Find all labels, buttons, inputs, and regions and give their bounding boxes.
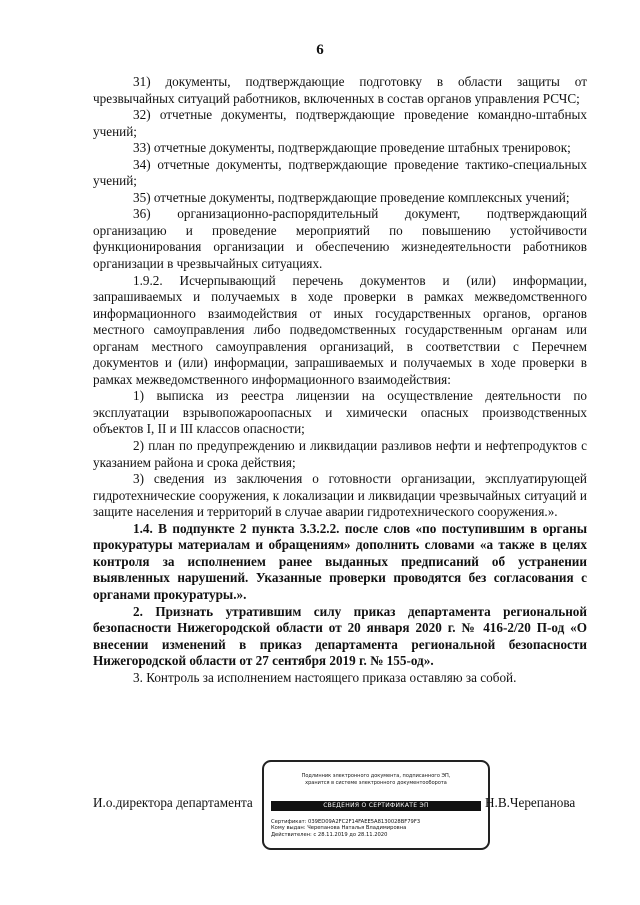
page-number: 6: [316, 42, 324, 58]
paragraph-item-34: 34) отчетные документы, подтверждающие проведение тактико-специальных учений;: [93, 156, 587, 189]
stamp-title: СВЕДЕНИЯ О СЕРТИФИКАТЕ ЭП: [271, 801, 481, 811]
stamp-valid: Действителен: с 28.11.2019 до 28.11.2020: [271, 831, 388, 838]
stamp-issued-to: Кому выдан: Черепанова Наталья Владимировна: [271, 825, 407, 832]
paragraph-item-33: 33) отчетные документы, подтверждающие проведение штабных тренировок;: [133, 140, 571, 156]
paragraph-item-36: 36) организационно-распорядительный документ, подтверждающий организацию и проведение мероприятий по повышению устойчивости функционирования организации и обеспечению жизнедеятельности работников организации в чрезвычайных ситуациях.: [93, 206, 587, 272]
stamp-certificate: Сертификат: 039ED09A2FC2F14FAEE5A8130028BF79F3: [271, 819, 421, 825]
paragraph-3: 3. Контроль за исполнением настоящего приказа оставляю за собой.: [133, 669, 517, 685]
paragraph-1-9-2: 1.9.2. Исчерпывающий перечень документов и (или) информации, запрашиваемых и получаемых в ходе проверки в рамках межведомственного информационного взаимодействия от иных государственных органов, органов местного самоуправления либо подведомственных государственным органам или органам местного самоуправления организаций, в соответствии с Перечнем документов и (или) информации, запрашиваемых и получаемых в ходе проверки в рамках межведомственного информационного взаимодействия:: [93, 272, 587, 387]
signatory-name: Н.В.Черепанова: [485, 795, 576, 810]
stamp-note: [264, 773, 488, 787]
paragraph-item-32: 32) отчетные документы, подтверждающие проведение командно-штабных учений;: [93, 107, 587, 139]
paragraph-list-item-2: 2) план по предупреждению и ликвидации разливов нефти и нефтепродуктов с указанием района и срока действия;: [93, 438, 587, 470]
document-body: [93, 74, 587, 686]
signatory-position: И.о.директора департамента: [93, 795, 253, 810]
paragraph-list-item-1: 1) выписка из реестра лицензии на осуществление деятельности по эксплуатации взрывопожароопасных и химически опасных производственных объектов I, II и III классов опасности;: [93, 388, 587, 437]
electronic-signature-stamp: [262, 760, 490, 850]
paragraph-list-item-3: 3) сведения из заключения о готовности организации, эксплуатирующей гидротехнические сооружения, к локализации и ликвидации чрезвычайных ситуаций и защите населения и территорий в случае аварии гидротехнического сооружения.».: [93, 471, 587, 520]
paragraph-1-4: 1.4. В подпункте 2 пункта 3.3.2.2. после слов «по поступившим в органы прокуратуры материалам и обращениям» дополнить словами «а также в целях контроля за исполнением ранее выданных предписаний об устранении выявленных нарушений. Указанные проверки проводятся без согласования с органами прокуратуры.».: [93, 520, 587, 602]
stamp-note-line-2: хранится в системе электронного документооборота: [305, 780, 447, 786]
paragraph-item-35: 35) отчетные документы, подтверждающие проведение комплексных учений;: [133, 189, 570, 205]
paragraph-2: 2. Признать утратившим силу приказ департамента региональной безопасности Нижегородской области от 20 января 2020 г. № 416-2/20 П-од «О внесении изменений в приказ департамента региональной безопасности Нижегородской области от 27 сентября 2019 г. № 155-од».: [93, 603, 587, 669]
stamp-note-line-1: Подлинник электронного документа, подписанного ЭП,: [301, 773, 451, 779]
stamp-details: [271, 819, 420, 838]
paragraph-item-31: 31) документы, подтверждающие подготовку в области защиты от чрезвычайных ситуаций работников, включенных в состав органов управления РСЧС;: [93, 74, 587, 106]
